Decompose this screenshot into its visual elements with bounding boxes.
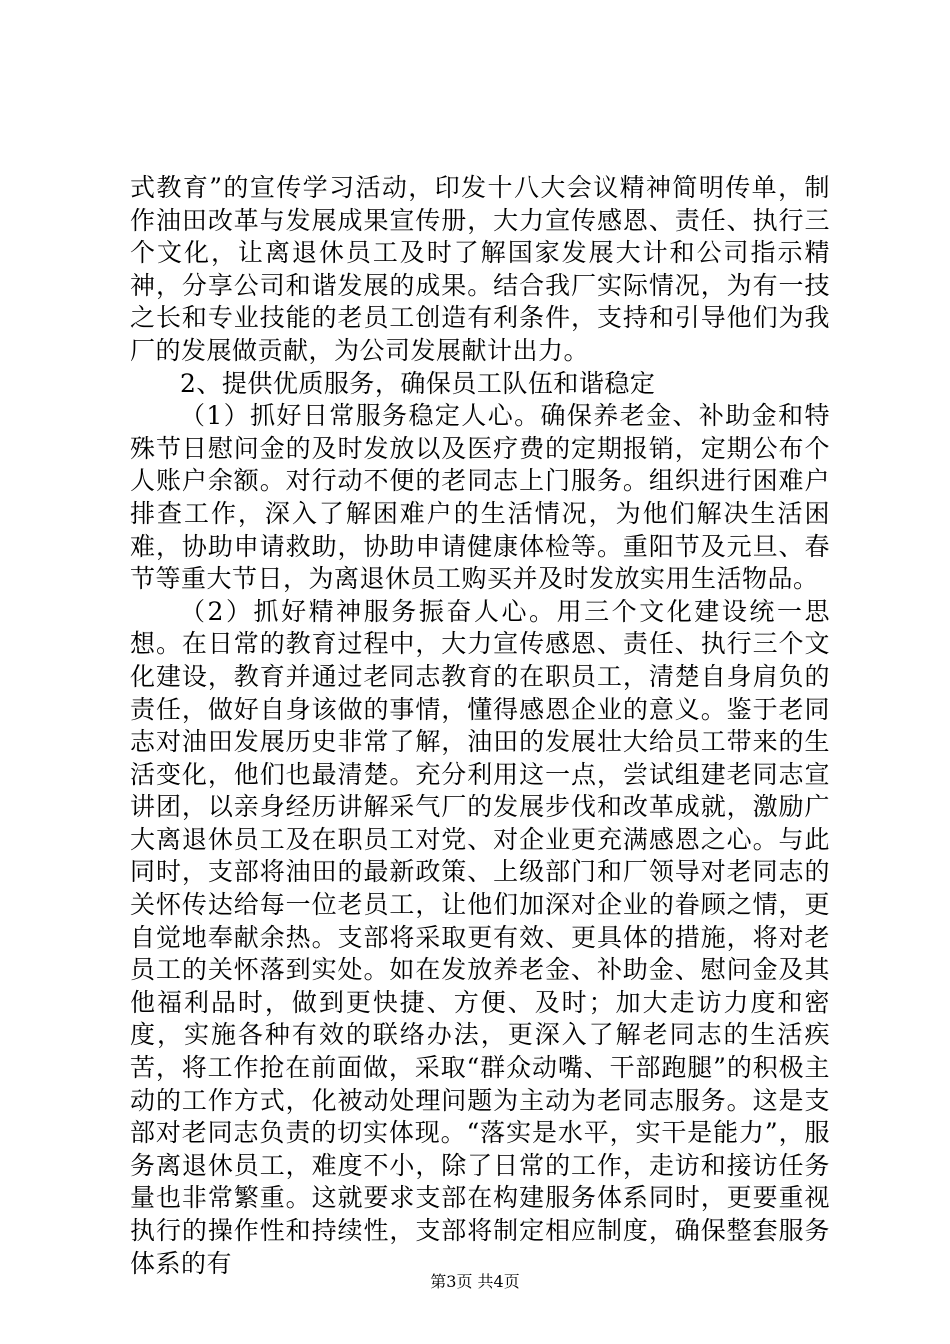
section-heading: 2、提供优质服务，确保员工队伍和谐稳定: [180, 368, 656, 398]
page-number-footer: 第3页 共4页: [430, 1272, 520, 1291]
paragraph-daily-service: （1）抓好日常服务稳定人心。确保养老金、补助金和特殊节日慰问金的及时发放以及医疗费的定期报销，定期公布个人账户余额。对行动不便的老同志上门服务。组织进行困难户排查工作，深入了解困难户的生活情况，为他们解决生活困难，协助申请救助，协助申请健康体检等。重阳节及元旦、春节等重大节日，为离退休员工购买并及时发放实用生活物品。: [130, 401, 830, 594]
paragraph-continuation: 式教育”的宣传学习活动，印发十八大会议精神简明传单，制作油田改革与发展成果宣传册，大力宣传感恩、责任、执行三个文化，让离退休员工及时了解国家发展大计和公司指示精神，分享公司和谐发展的成果。结合我厂实际情况，为有一技之长和专业技能的老员工创造有利条件，支持和引导他们为我厂的发展做贡献，为公司发展献计出力。: [130, 173, 830, 365]
document-body: [130, 172, 830, 1280]
paragraph-spiritual-service: （2）抓好精神服务振奋人心。用三个文化建设统一思想。在日常的教育过程中，大力宣传感恩、责任、执行三个文化建设，教育并通过老同志教育的在职员工，清楚自身肩负的责任，做好自身该做的事情，懂得感恩企业的意义。鉴于老同志对油田发展历史非常了解，油田的发展壮大给员工带来的生活变化，他们也最清楚。充分利用这一点，尝试组建老同志宣讲团，以亲身经历讲解采气厂的发展步伐和改革成就，激励广大离退休员工及在职员工对党、对企业更充满感恩之心。与此同时，支部将油田的最新政策、上级部门和厂领导对老同志的关怀传达给每一位老员工，让他们加深对企业的眷顾之情，更自觉地奉献余热。支部将采取更有效、更具体的措施，将对老员工的关怀落到实处。如在发放养老金、补助金、慰问金及其他福利品时，做到更快捷、方便、及时；加大走访力度和密度，实施各种有效的联络办法，更深入了解老同志的生活疾苦，将工作抢在前面做，采取“群众动嘴、干部跑腿”的积极主动的工作方式，化被动处理问题为主动为老同志服务。这是支部对老同志负责的切实体现。“落实是水平，实干是能力”，服务离退休员工，难度不小，除了日常的工作，走访和接访任务量也非常繁重。这就要求支部在构建服务体系同时，更要重视执行的操作性和持续性，支部将制定相应制度，确保整套服务体系的有: [130, 596, 830, 1278]
